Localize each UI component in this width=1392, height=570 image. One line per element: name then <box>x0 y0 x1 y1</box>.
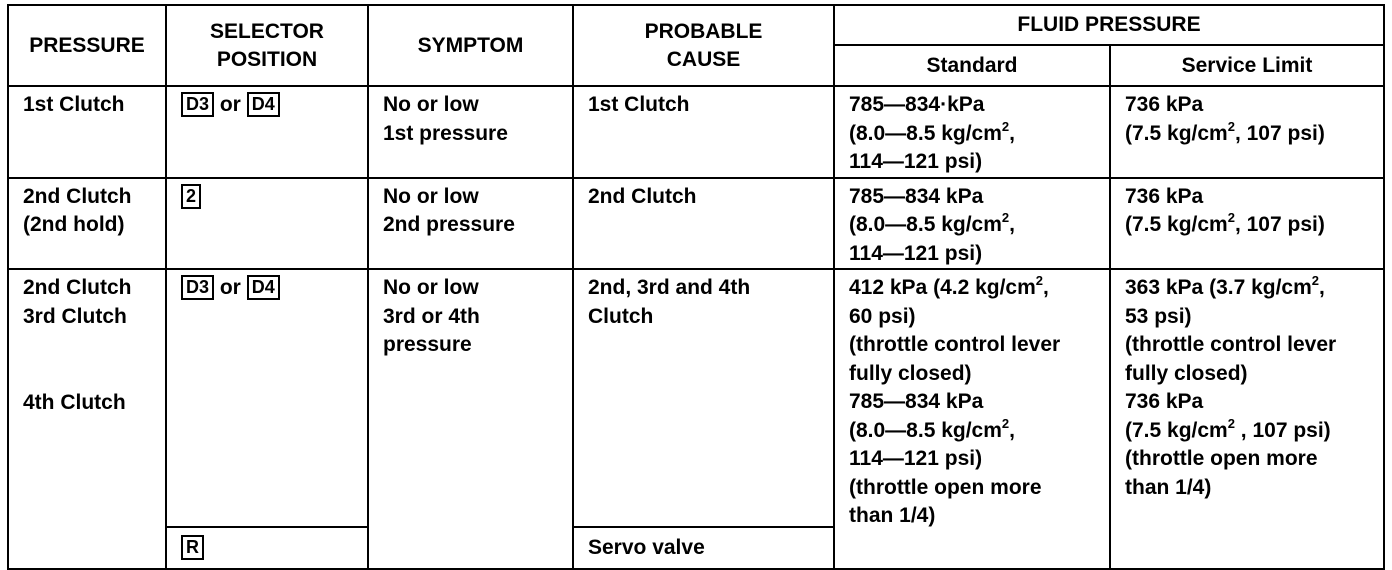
selector-cell <box>167 179 367 212</box>
service-limit-cell: 363 kPa (3.7 $kg/cm^2$, 53 psi) (throttle control lever fully closed) 736 kPa (7.5 $kg/cm^2$ , 107 psi) (throttle open more than 1/4) <box>1125 273 1337 499</box>
header-service-limit: Service Limit <box>1110 45 1384 86</box>
standard-cell: 785—834·kPa (8.0—8.5 $kg/cm^2$, 114—121 psi) <box>849 93 1015 173</box>
selector-d4-box: D4 <box>247 275 280 300</box>
standard-cell: 785—834 kPa (8.0—8.5 $kg/cm^2$, 114—121 psi) <box>849 184 1015 265</box>
header-probable-cause: PROBABLE CAUSE <box>573 5 834 86</box>
selector-cell <box>167 534 367 563</box>
table-row <box>8 269 1384 527</box>
pressure-cell: 2nd Clutch 3rd Clutch 4th Clutch <box>23 276 132 414</box>
header-standard: Standard <box>834 45 1110 86</box>
table-row <box>8 178 1384 270</box>
cause-cell: Servo valve <box>588 535 705 559</box>
cause-cell: 2nd, 3rd and 4th Clutch <box>588 276 751 328</box>
header-symptom: SYMPTOM <box>368 5 573 86</box>
symptom-cell: No or low 1st pressure <box>383 93 508 145</box>
header-pressure: PRESSURE <box>8 5 166 86</box>
selector-cell: D3 or D4 <box>167 87 367 120</box>
selector-r-box: R <box>181 535 204 560</box>
table-row <box>8 86 1384 178</box>
pressure-cell: 1st Clutch <box>23 93 125 116</box>
standard-cell: 412 kPa (4.2 $kg/cm^2$, 60 psi) (throttle control lever fully closed) 785—834 kPa (8.0—8.5 $kg/cm^2$, 114—121 psi) (throttle open more than 1/4) <box>849 273 1061 527</box>
symptom-cell: No or low 2nd pressure <box>383 184 515 236</box>
selector-d4-box: D4 <box>247 92 280 117</box>
header-selector-position: SELECTOR POSITION <box>166 5 368 86</box>
service-limit-cell: 736 kPa (7.5 $kg/cm^2$, 107 psi) <box>1125 93 1325 145</box>
symptom-cell: No or low 3rd or 4th pressure <box>383 276 480 356</box>
selector-cell: D3 or D4 <box>167 270 367 303</box>
selector-2-box: 2 <box>181 184 201 209</box>
fluid-pressure-table <box>7 4 1385 570</box>
service-limit-cell: 736 kPa (7.5 $kg/cm^2$, 107 psi) <box>1125 184 1325 236</box>
header-fluid-pressure: FLUID PRESSURE <box>834 5 1384 45</box>
cause-cell: 1st Clutch <box>588 93 690 116</box>
pressure-cell: 2nd Clutch (2nd hold) <box>23 184 132 236</box>
selector-d3-box: D3 <box>181 92 214 117</box>
selector-d3-box: D3 <box>181 275 214 300</box>
cause-cell: 2nd Clutch <box>588 184 697 208</box>
